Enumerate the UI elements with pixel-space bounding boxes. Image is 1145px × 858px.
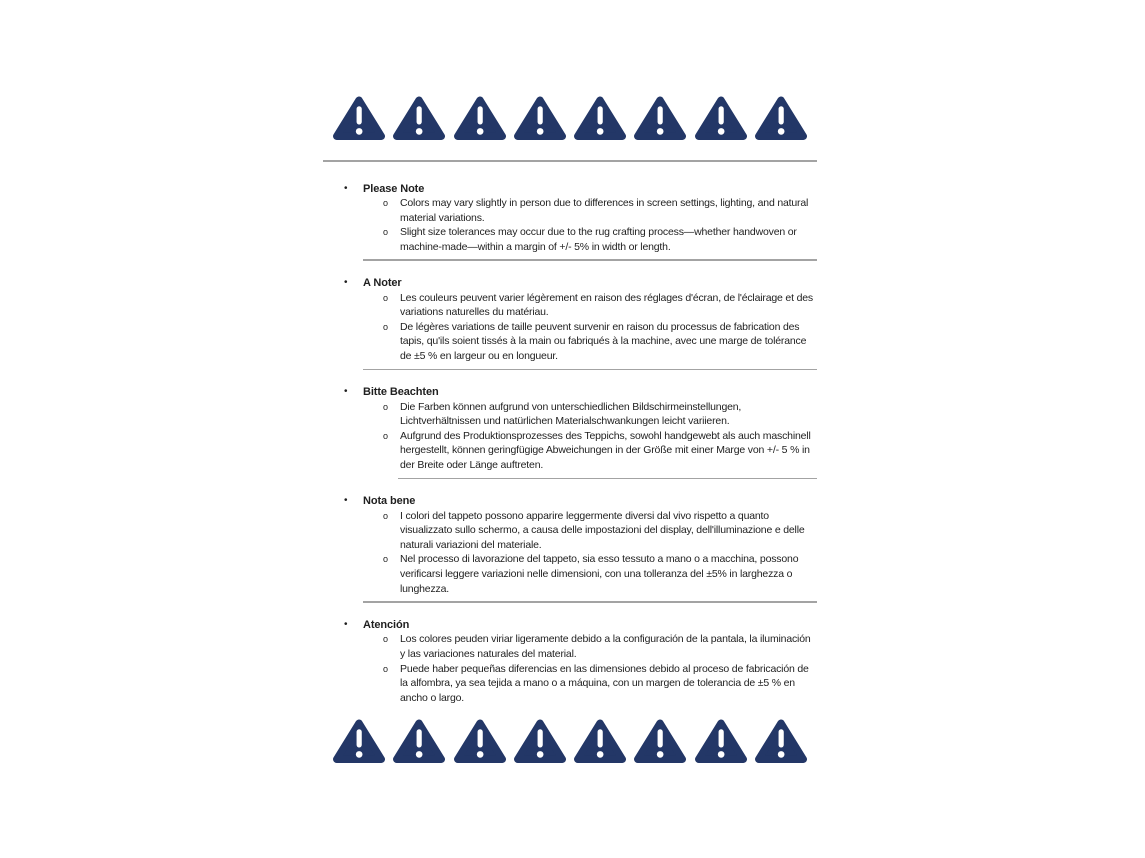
warning-triangle-icon bbox=[755, 95, 807, 141]
notice-section-spanish bbox=[323, 618, 817, 706]
section-divider bbox=[363, 369, 817, 371]
notice-section-german bbox=[323, 385, 817, 473]
warning-triangle-icon bbox=[333, 95, 385, 141]
section-divider bbox=[323, 160, 817, 162]
sub-bullet-marker: o bbox=[383, 198, 388, 209]
section-divider bbox=[363, 601, 817, 603]
bullet-marker: • bbox=[344, 182, 348, 194]
warning-triangle-icon bbox=[333, 718, 385, 764]
section-title: Bitte Beachten bbox=[363, 386, 439, 399]
section-title: Atención bbox=[363, 618, 410, 631]
warning-triangle-icon bbox=[574, 95, 626, 141]
notice-text: I colori del tappeto possono apparire leggermente diversi dal vivo rispetto a quanto visualizzato sullo schermo, a causa delle impostazioni del display, dell'illuminazione e delle naturali variazioni del materiale. bbox=[400, 509, 805, 551]
document-page bbox=[323, 0, 817, 764]
notice-section-english bbox=[323, 182, 817, 255]
section-divider bbox=[363, 259, 817, 261]
sub-bullet-marker: o bbox=[383, 634, 388, 645]
warning-triangle-icon bbox=[695, 95, 747, 141]
sub-bullet-marker: o bbox=[383, 292, 388, 303]
sub-bullet-marker: o bbox=[383, 227, 388, 238]
warning-triangle-icon bbox=[454, 718, 506, 764]
notice-section-french bbox=[323, 276, 817, 364]
warning-triangle-icon bbox=[634, 95, 686, 141]
notice-text: Los colores peuden viriar ligeramente debido a la configuración de la pantala, la iluminación y las variaciones naturales del material. bbox=[400, 633, 811, 660]
sub-bullet-marker: o bbox=[383, 554, 388, 565]
warning-row-bottom bbox=[333, 718, 807, 764]
bullet-marker: • bbox=[344, 276, 348, 288]
warning-triangle-icon bbox=[514, 95, 566, 141]
warning-row-top bbox=[333, 95, 807, 141]
section-divider bbox=[398, 478, 817, 480]
sub-bullet-marker: o bbox=[383, 663, 388, 674]
sub-bullet-marker: o bbox=[383, 510, 388, 521]
warning-triangle-icon bbox=[695, 718, 747, 764]
notice-text: Puede haber pequeñas diferencias en las dimensiones debido al proceso de fabricación de la alfombra, ya sea tejida a mano o a máquina, con un margen de tolerancia de ±5 % en ancho o largo. bbox=[400, 662, 809, 704]
notice-section-italian bbox=[323, 494, 817, 596]
warning-triangle-icon bbox=[634, 718, 686, 764]
bullet-marker: • bbox=[344, 618, 348, 630]
notice-text: Die Farben können aufgrund von unterschiedlichen Bildschirmeinstellungen, Lichtverhältnissen und natürlichen Materialschwankungen leicht variieren. bbox=[400, 400, 742, 428]
notice-text: Les couleurs peuvent varier légèrement en raison des réglages d'écran, de l'éclairage et des variations naturelles du matériau. bbox=[400, 291, 813, 319]
sub-bullet-marker: o bbox=[383, 430, 388, 441]
bullet-marker: • bbox=[344, 386, 348, 398]
notice-text: Slight size tolerances may occur due to the rug crafting process—whether handwoven or machine-made—within a margin of +/- 5% in width or length. bbox=[400, 226, 797, 253]
section-title: A Noter bbox=[363, 276, 402, 289]
warning-triangle-icon bbox=[393, 95, 445, 141]
bullet-marker: • bbox=[344, 495, 348, 507]
notice-text: Nel processo di lavorazione del tappeto, sia esso tessuto a mano o a macchina, possono verificarsi leggere variazioni nelle dimensioni, con una tolleranza del ±5% in larghezza o lunghezza. bbox=[400, 553, 799, 595]
sub-bullet-marker: o bbox=[383, 321, 388, 332]
warning-triangle-icon bbox=[574, 718, 626, 764]
warning-triangle-icon bbox=[454, 95, 506, 141]
section-title: Nota bene bbox=[363, 495, 416, 508]
warning-triangle-icon bbox=[755, 718, 807, 764]
notice-text: De légères variations de taille peuvent survenir en raison du processus de fabrication des tapis, qu'ils soient tissés à la main ou fabriqués à la machine, avec une marge de tolérance de ±5 % en largeur ou en longueur. bbox=[400, 320, 807, 362]
sub-bullet-marker: o bbox=[383, 401, 388, 412]
notice-text: Colors may vary slightly in person due to differences in screen settings, lighting, and natural material variations. bbox=[400, 197, 809, 224]
notice-text: Aufgrund des Produktionsprozesses des Teppichs, sowohl handgewebt als auch maschinell hergestellt, können geringfügige Abweichungen in der Größe mit einer Marge von +/- 5 % in der Breite oder Länge auftreten. bbox=[400, 429, 811, 471]
warning-triangle-icon bbox=[514, 718, 566, 764]
section-title: Please Note bbox=[363, 182, 425, 195]
warning-triangle-icon bbox=[393, 718, 445, 764]
